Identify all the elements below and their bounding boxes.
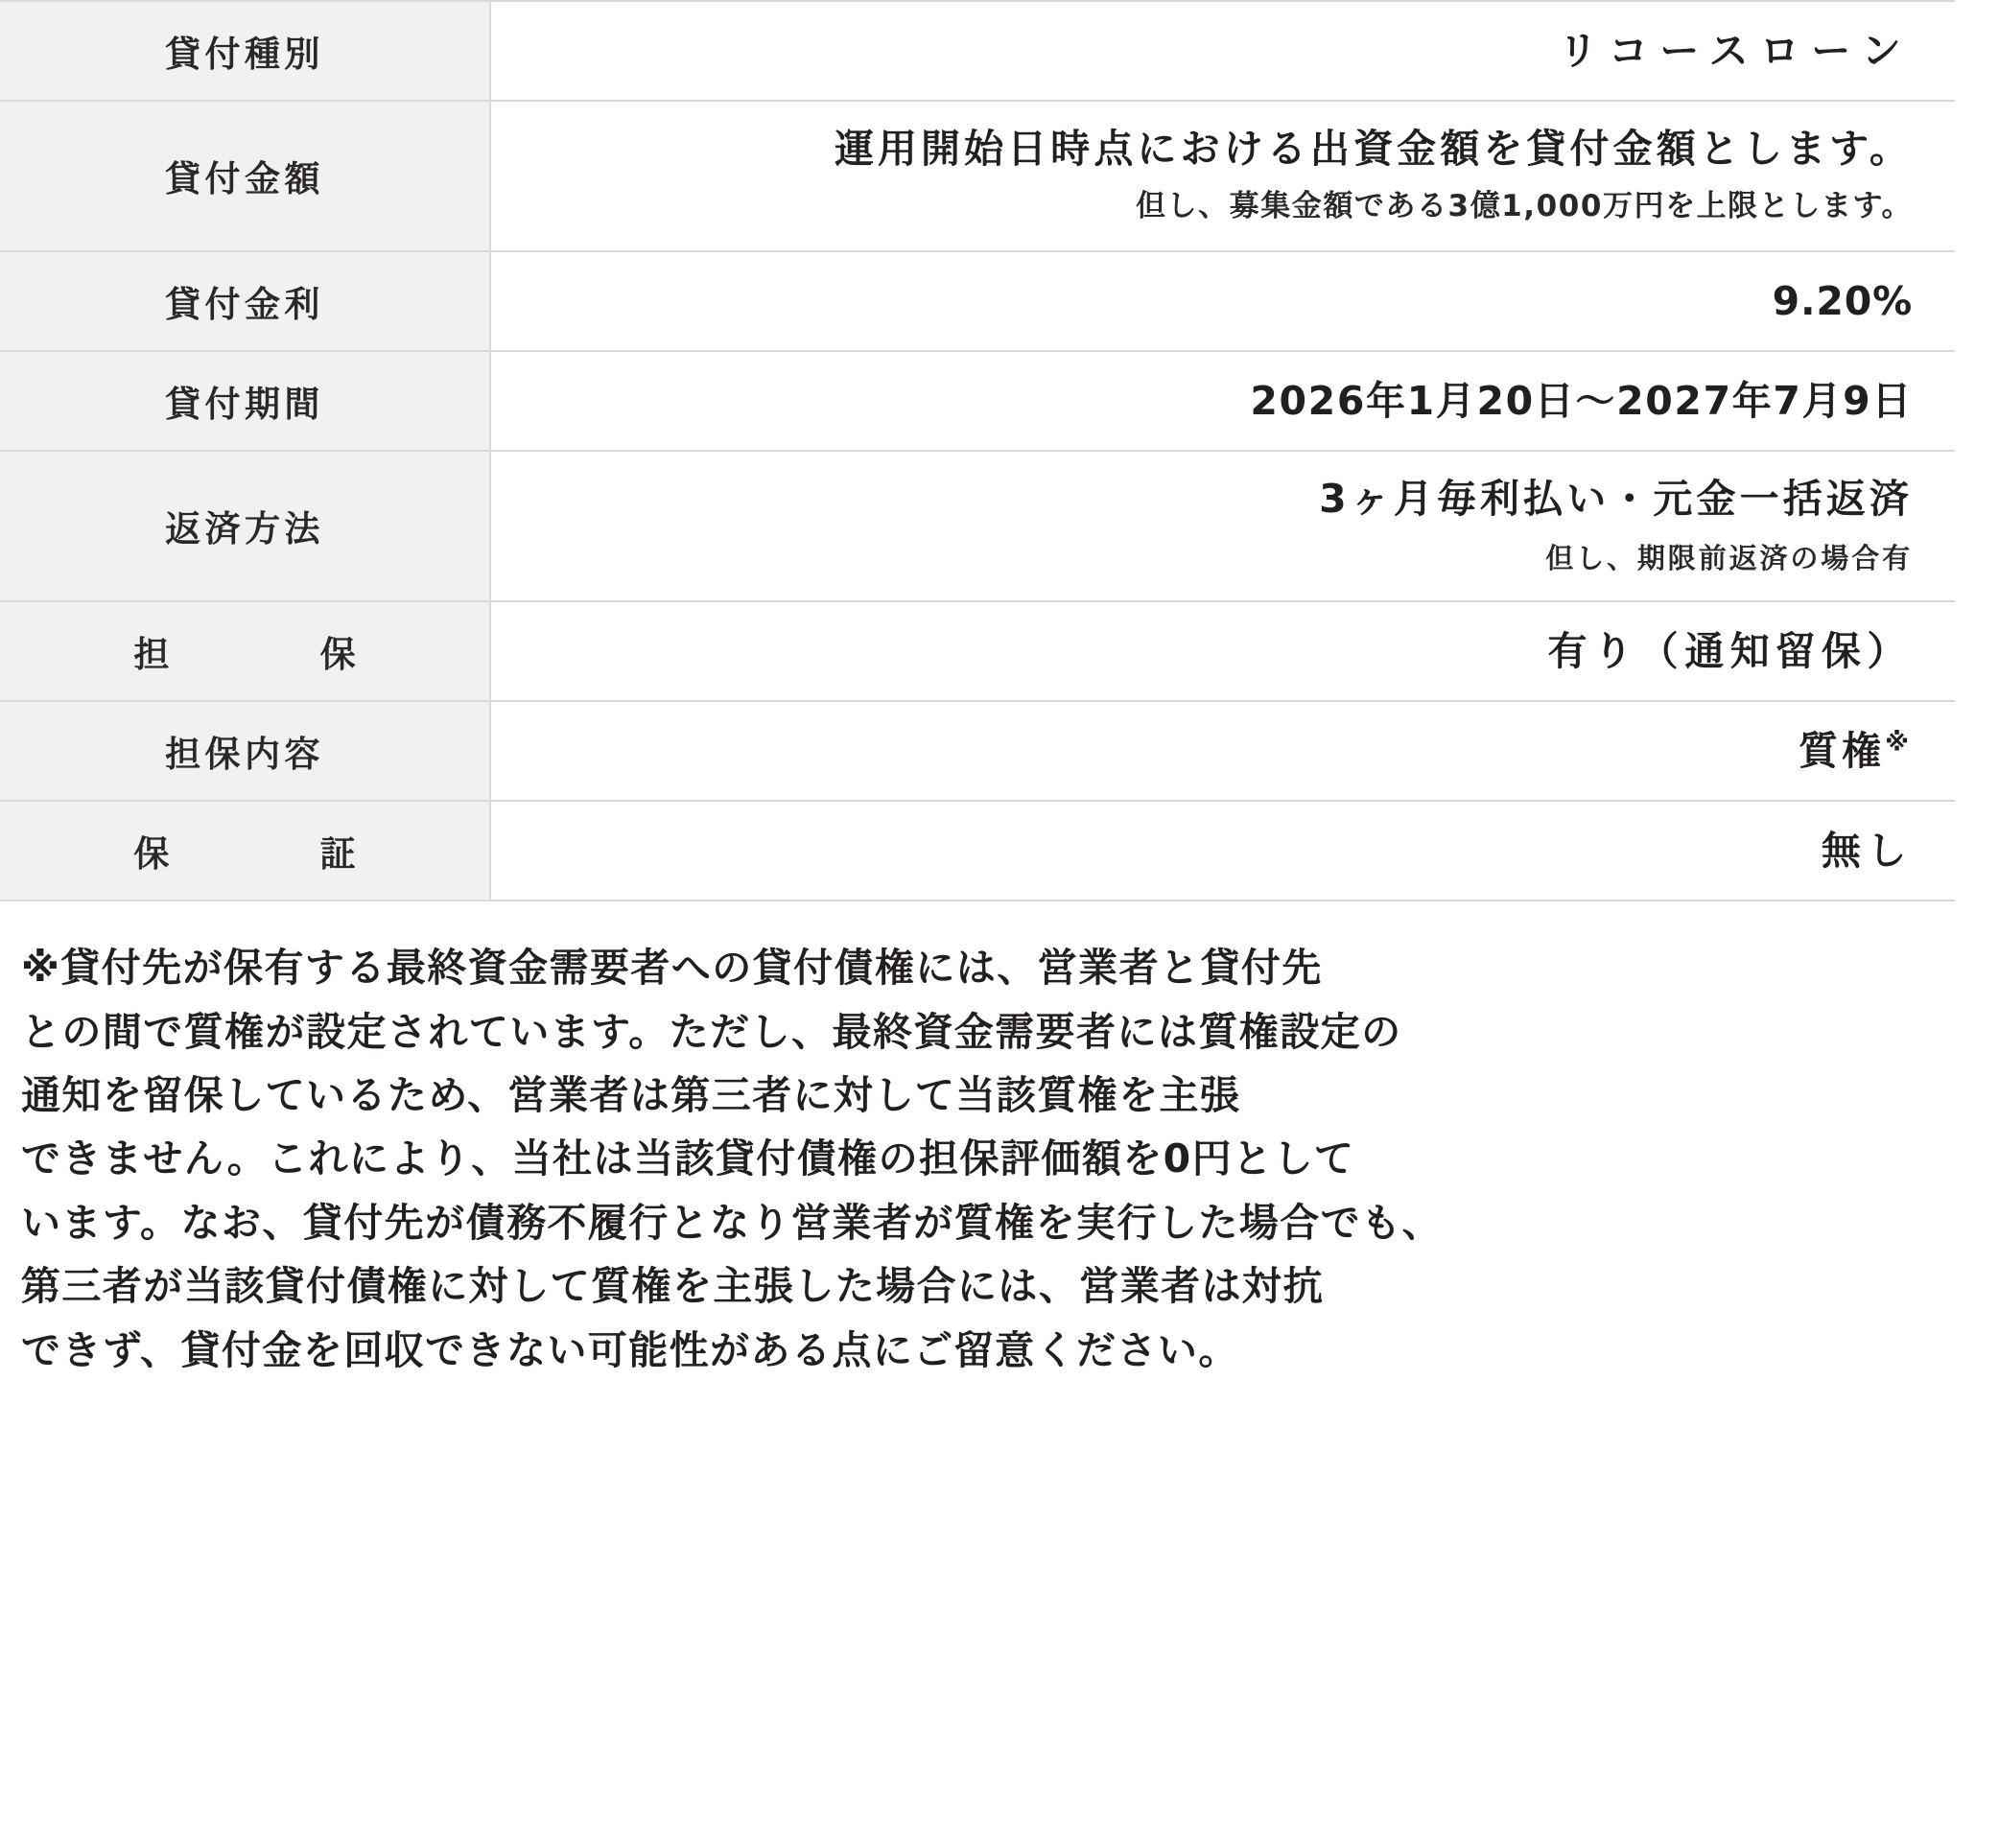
footnote-line: との間で質権が設定されています。ただし、最終資金需要者には質権設定の xyxy=(21,1008,1402,1055)
footnote-line: います。なお、貸付先が債務不履行となり営業者が質権を実行した場合でも、 xyxy=(21,1199,1443,1246)
row-label-loan-period: 貸付期間 xyxy=(0,351,490,451)
row-value-loan-amount xyxy=(490,101,1955,251)
footnote-line: 通知を留保しているため、営業者は第三者に対して当該質権を主張 xyxy=(21,1072,1241,1119)
loan-amount-note: 但し、募集金額である3億1,000万円を上限とします。 xyxy=(1136,189,1913,224)
row-value-repayment-method xyxy=(490,451,1955,602)
footnote-line: ※貸付先が保有する最終資金需要者への貸付債権には、営業者と貸付先 xyxy=(21,945,1323,992)
row-label-collateral-detail: 担保内容 xyxy=(0,701,490,801)
row-label-collateral: 担 保 xyxy=(0,601,490,701)
collateral-detail-text: 質権 xyxy=(1798,728,1886,775)
table-row xyxy=(0,451,1955,602)
repayment-method-note: 但し、期限前返済の場合有 xyxy=(1545,541,1913,574)
table-row xyxy=(0,251,1955,351)
loan-type-value: リコースローン xyxy=(1558,27,1913,74)
footnote-block xyxy=(0,936,1999,1382)
row-value-loan-type xyxy=(490,1,1955,101)
row-label-loan-amount: 貸付金額 xyxy=(0,101,490,251)
loan-rate-value: 9.20% xyxy=(1772,277,1913,324)
loan-terms-table xyxy=(0,0,1955,901)
row-value-collateral-detail xyxy=(490,701,1955,801)
row-label-loan-type: 貸付種別 xyxy=(0,1,490,101)
table-row xyxy=(0,101,1955,251)
row-value-collateral xyxy=(490,601,1955,701)
footnote-line: できず、貸付金を回収できない可能性がある点にご留意ください。 xyxy=(21,1326,1239,1373)
row-value-loan-rate xyxy=(490,251,1955,351)
table-row xyxy=(0,601,1955,701)
table-row xyxy=(0,1,1955,101)
row-label-guarantee: 保 証 xyxy=(0,801,490,901)
table-row xyxy=(0,701,1955,801)
row-value-guarantee xyxy=(490,801,1955,901)
footnote-marker: ※ xyxy=(1885,727,1913,757)
row-label-loan-rate: 貸付金利 xyxy=(0,251,490,351)
collateral-value: 有り（通知留保） xyxy=(1547,628,1913,675)
table-row xyxy=(0,351,1955,451)
footnote-line: 第三者が当該貸付債権に対して質権を主張した場合には、営業者は対抗 xyxy=(21,1263,1324,1310)
repayment-method-value: 3ヶ月毎利払い・元金一括返済 xyxy=(1319,475,1913,522)
loan-period-value: 2026年1月20日〜2027年7月9日 xyxy=(1250,377,1913,424)
footnote-line: できません。これにより、当社は当該貸付債権の担保評価額を0円として xyxy=(21,1135,1355,1182)
row-label-repayment-method: 返済方法 xyxy=(0,451,490,602)
table-row xyxy=(0,801,1955,901)
guarantee-value: 無し xyxy=(1821,828,1913,875)
collateral-detail-value xyxy=(520,725,1913,777)
loan-amount-value: 運用開始日時点における出資金額を貸付金額とします。 xyxy=(834,126,1913,172)
row-value-loan-period xyxy=(490,351,1955,451)
